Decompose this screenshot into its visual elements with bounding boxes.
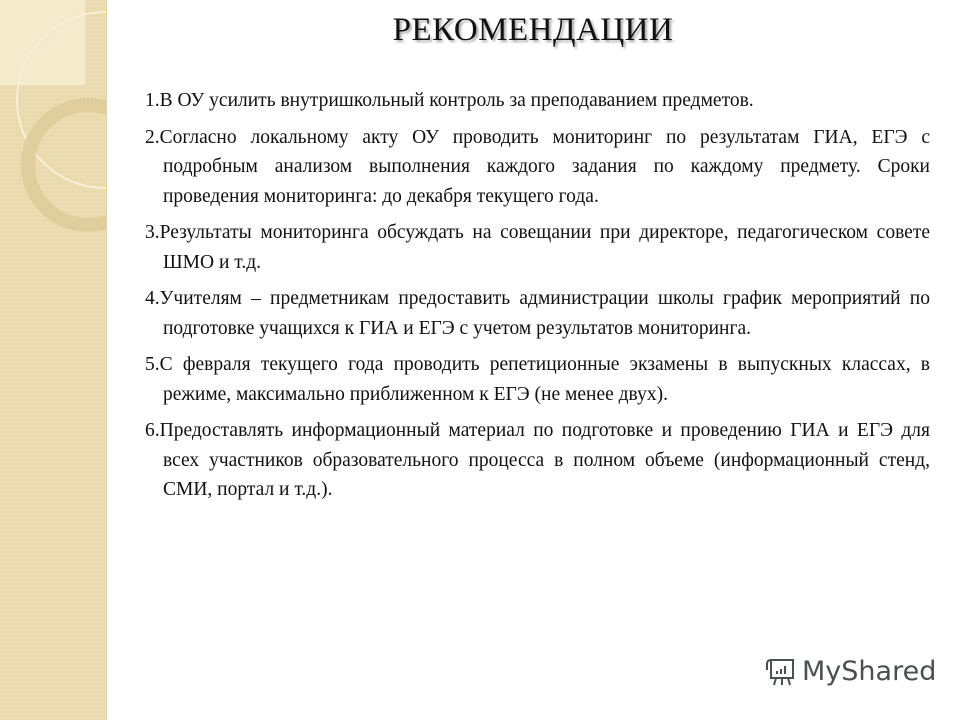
recommendations-list	[145, 86, 930, 512]
myshared-watermark	[766, 655, 936, 687]
decorative-circles	[0, 0, 106, 300]
list-item: 4.Учителям – предметникам предоставить администрации школы график мероприятий по подготовке учащихся к ГИА и ЕГЭ с учетом результатов мониторинга.	[145, 288, 930, 339]
list-item: 6.Предоставлять информационный материал по подготовке и проведению ГИА и ЕГЭ для всех участников образовательного процесса в полном объеме (информационный стенд, СМИ, портал и т.д.).	[145, 420, 930, 500]
list-item: 3.Результаты мониторинга обсуждать на совещании при директоре, педагогическом совете ШМО и т.д.	[145, 222, 930, 273]
watermark-text: MyShared	[802, 655, 937, 687]
list-item: 2.Согласно локальному акту ОУ проводить мониторинг по результатам ГИА, ЕГЭ с подробным анализом выполнения каждого задания по каждому предмету. Сроки проведения мониторинга: до декабря текущего года.	[145, 126, 930, 207]
list-item: 5.С февраля текущего года проводить репетиционные экзамены в выпускных классах, в режиме, максимально приближенном к ЕГЭ (не менее двух).	[145, 354, 930, 405]
decorative-sidebar	[0, 0, 107, 720]
list-item: 1.В ОУ усилить внутришкольный контроль за преподаванием предметов.	[145, 90, 754, 111]
slide-title: РЕКОМЕНДАЦИИ	[392, 12, 674, 48]
presentation-board-icon	[766, 655, 796, 687]
